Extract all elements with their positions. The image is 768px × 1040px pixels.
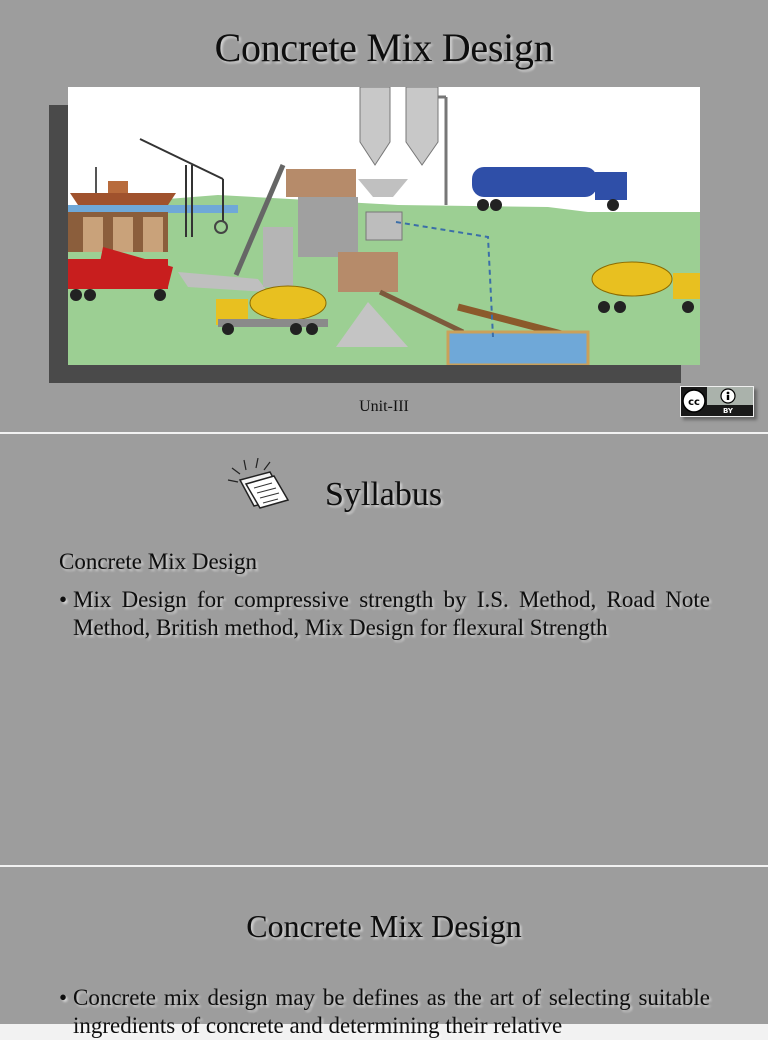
slide-3-bullet-text: Concrete mix design may be defines as the art of selecting suitable ingredients of concrete and determining their relative (73, 985, 710, 1038)
concrete-plant-illustration (68, 87, 700, 365)
creative-commons-by-badge (680, 386, 754, 417)
slide-1-title: Concrete Mix Design (214, 25, 554, 70)
list-item (59, 984, 710, 1040)
syllabus-section-heading: Concrete Mix Design (59, 549, 258, 574)
slide-3-title: Concrete Mix Design (246, 908, 522, 944)
syllabus-bullet-text: Mix Design for compressive strength by I.S. Method, Road Note Method, British method, Mix Design for flexural Strength (73, 587, 710, 640)
bullet-icon: • (59, 587, 68, 612)
slide-1 (0, 0, 768, 432)
syllabus-title: Syllabus (325, 476, 443, 513)
documents-icon (226, 458, 298, 510)
cc-badge-cc-text: cc (688, 397, 700, 408)
cc-badge-by-text: BY (722, 407, 734, 415)
list-item (59, 586, 710, 642)
bullet-icon: • (59, 985, 68, 1010)
unit-label: Unit-III (359, 398, 409, 415)
